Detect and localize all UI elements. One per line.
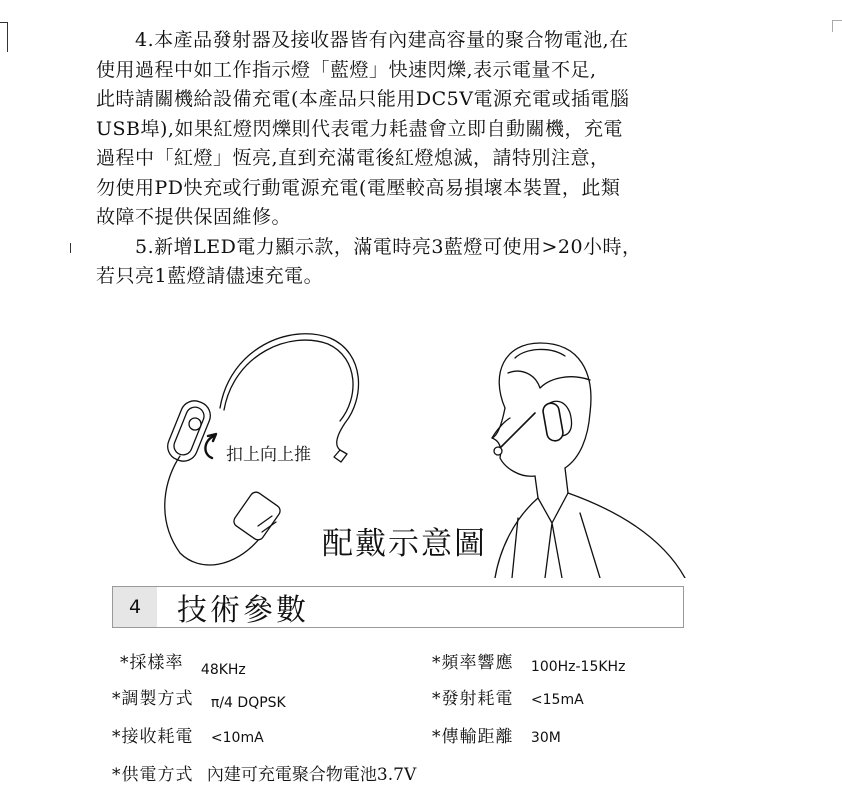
spec-freq-response bbox=[432, 648, 625, 673]
spec-power bbox=[112, 760, 416, 785]
section-header bbox=[112, 586, 684, 628]
text-line: 5.新增LED電力顯示款，滿電時亮3藍燈可使用>20小時， bbox=[96, 235, 642, 258]
text-line: 勿使用PD快充或行動電源充電(電壓較高易損壞本裝置，此類 bbox=[96, 176, 621, 199]
spec-value: <10mA bbox=[210, 730, 264, 746]
spec-distance bbox=[432, 722, 561, 747]
text-line: 4.本產品發射器及接收器皆有內建高容量的聚合物電池,在 bbox=[96, 29, 629, 51]
spec-value: 30M bbox=[530, 730, 561, 746]
spec-value: <15mA bbox=[530, 692, 584, 708]
spec-modulation bbox=[112, 684, 286, 709]
person-drawing bbox=[492, 343, 685, 578]
spec-value: π/4 DQPSK bbox=[210, 695, 286, 711]
text-line: 過程中「紅燈」恆亮,直到充滿電後紅燈熄滅，請特別注意， bbox=[96, 147, 610, 169]
spec-value: 100Hz-15KHz bbox=[530, 659, 626, 675]
section-number: 4 bbox=[113, 587, 157, 627]
spec-value: 內建可充電聚合物電池3.7V bbox=[206, 765, 417, 785]
spec-value: 48KHz bbox=[200, 662, 246, 678]
spec-label: *供電方式 bbox=[112, 765, 194, 785]
spec-label: *調製方式 bbox=[112, 689, 194, 709]
spec-label: *接收耗電 bbox=[112, 727, 194, 747]
spec-label: *傳輸距離 bbox=[432, 727, 514, 747]
text-line: 此時請關機給設備充電(本產品只能用DC5V電源充電或插電腦 bbox=[96, 88, 630, 110]
instructions-text bbox=[96, 26, 696, 292]
page-edge-mark bbox=[70, 243, 71, 253]
spec-rx-current bbox=[112, 722, 264, 747]
section-title: 技術參數 bbox=[177, 593, 309, 628]
text-line: 故障不提供保固維修。 bbox=[96, 206, 292, 228]
page-edge-mark bbox=[832, 20, 842, 21]
spec-label: *頻率響應 bbox=[432, 653, 514, 673]
callout-label: 扣上向上推 bbox=[226, 445, 311, 465]
text-line: 若只亮1藍燈請儘速充電。 bbox=[96, 265, 324, 287]
page-edge-mark bbox=[7, 22, 8, 52]
text-line: USB埠),如果紅燈閃爍則代表電力耗盡會立即自動關機，充電 bbox=[96, 117, 623, 140]
spec-label: *發射耗電 bbox=[432, 689, 514, 709]
text-line: 使用過程中如工作指示燈「藍燈」快速閃爍,表示電量不足, bbox=[96, 58, 597, 81]
spec-tx-current bbox=[432, 684, 584, 709]
spec-label: *採樣率 bbox=[120, 653, 184, 673]
page-edge-mark bbox=[832, 20, 833, 32]
figure-caption: 配戴示意圖 bbox=[322, 526, 487, 562]
spec-sample-rate bbox=[120, 648, 246, 678]
